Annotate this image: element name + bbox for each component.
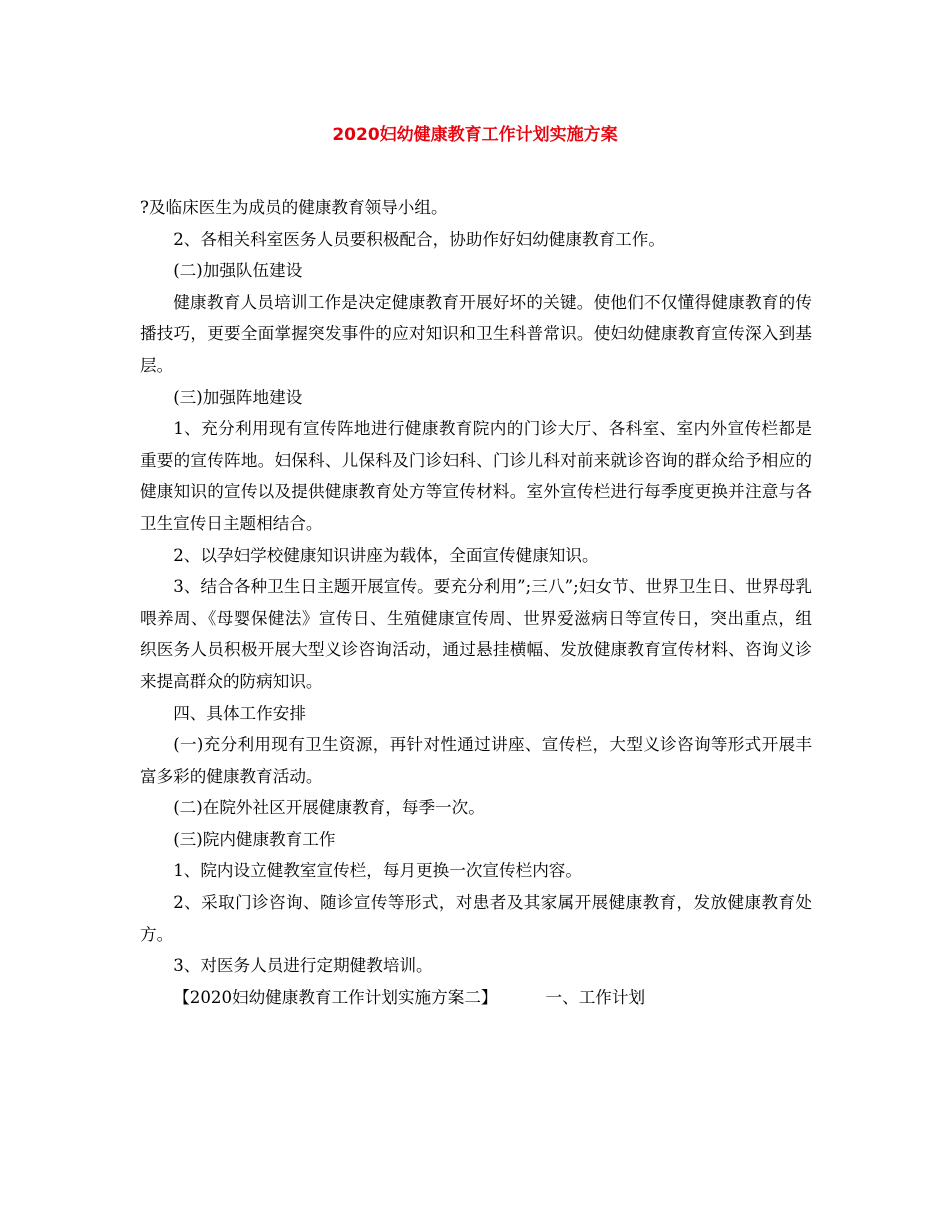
paragraph: 2、采取门诊咨询、随诊宣传等形式，对患者及其家属开展健康教育，发放健康教育处方。: [140, 893, 812, 944]
paragraph: 3、对医务人员进行定期健教培训。: [173, 956, 433, 976]
section-heading: 四、具体工作安排: [173, 703, 306, 723]
section-heading: (三)加强阵地建设: [173, 387, 303, 407]
document-body: [140, 192, 812, 1013]
paragraph: 2、以孕妇学校健康知识讲座为载体，全面宣传健康知识。: [173, 545, 599, 565]
paragraph: ?及临床医生为成员的健康教育领导小组。: [140, 198, 448, 217]
paragraph: 2、各相关科室医务人员要积极配合，协助作好妇幼健康教育工作。: [173, 229, 665, 249]
paragraph: 1、充分利用现有宣传阵地进行健康教育院内的门诊大厅、各科室、室内外宣传栏都是重要的宣传阵地。妇保科、儿保科及门诊妇科、门诊儿科对前来就诊咨询的群众给予相应的健康知识的宣传以及提供健康教育处方等宣传材料。室外宣传栏进行每季度更换并注意与各卫生宣传日主题相结合。: [140, 419, 812, 533]
next-plan-heading: 【2020妇幼健康教育工作计划实施方案二】: [173, 987, 498, 1007]
next-plan-subheading: 一、工作计划: [545, 987, 646, 1007]
paragraph: [140, 982, 812, 1014]
paragraph: 健康教育人员培训工作是决定健康教育开展好坏的关键。使他们不仅懂得健康教育的传播技巧，更要全面掌握突发事件的应对知识和卫生科普常识。使妇幼健康教育宣传深入到基层。: [140, 292, 812, 375]
paragraph: 1、院内设立健教室宣传栏，每月更换一次宣传栏内容。: [173, 861, 582, 881]
paragraph: 3、结合各种卫生日主题开展宣传。要充分利用”;三八”;妇女节、世界卫生日、世界母乳喂养周、《母婴保健法》宣传日、生殖健康宣传周、世界爱滋病日等宣传日，突出重点，组织医务人员积极开展大型义诊咨询活动，通过悬挂横幅、发放健康教育宣传材料、咨询义诊来提高群众的防病知识。: [140, 577, 812, 691]
paragraph: (一)充分利用现有卫生资源，再针对性通过讲座、宣传栏，大型义诊咨询等形式开展丰富多彩的健康教育活动。: [140, 735, 812, 786]
section-heading: (二)加强队伍建设: [173, 261, 303, 281]
section-heading: (三)院内健康教育工作: [173, 829, 336, 849]
paragraph: (二)在院外社区开展健康教育，每季一次。: [173, 798, 485, 818]
document-title: 2020妇幼健康教育工作计划实施方案: [332, 125, 618, 145]
